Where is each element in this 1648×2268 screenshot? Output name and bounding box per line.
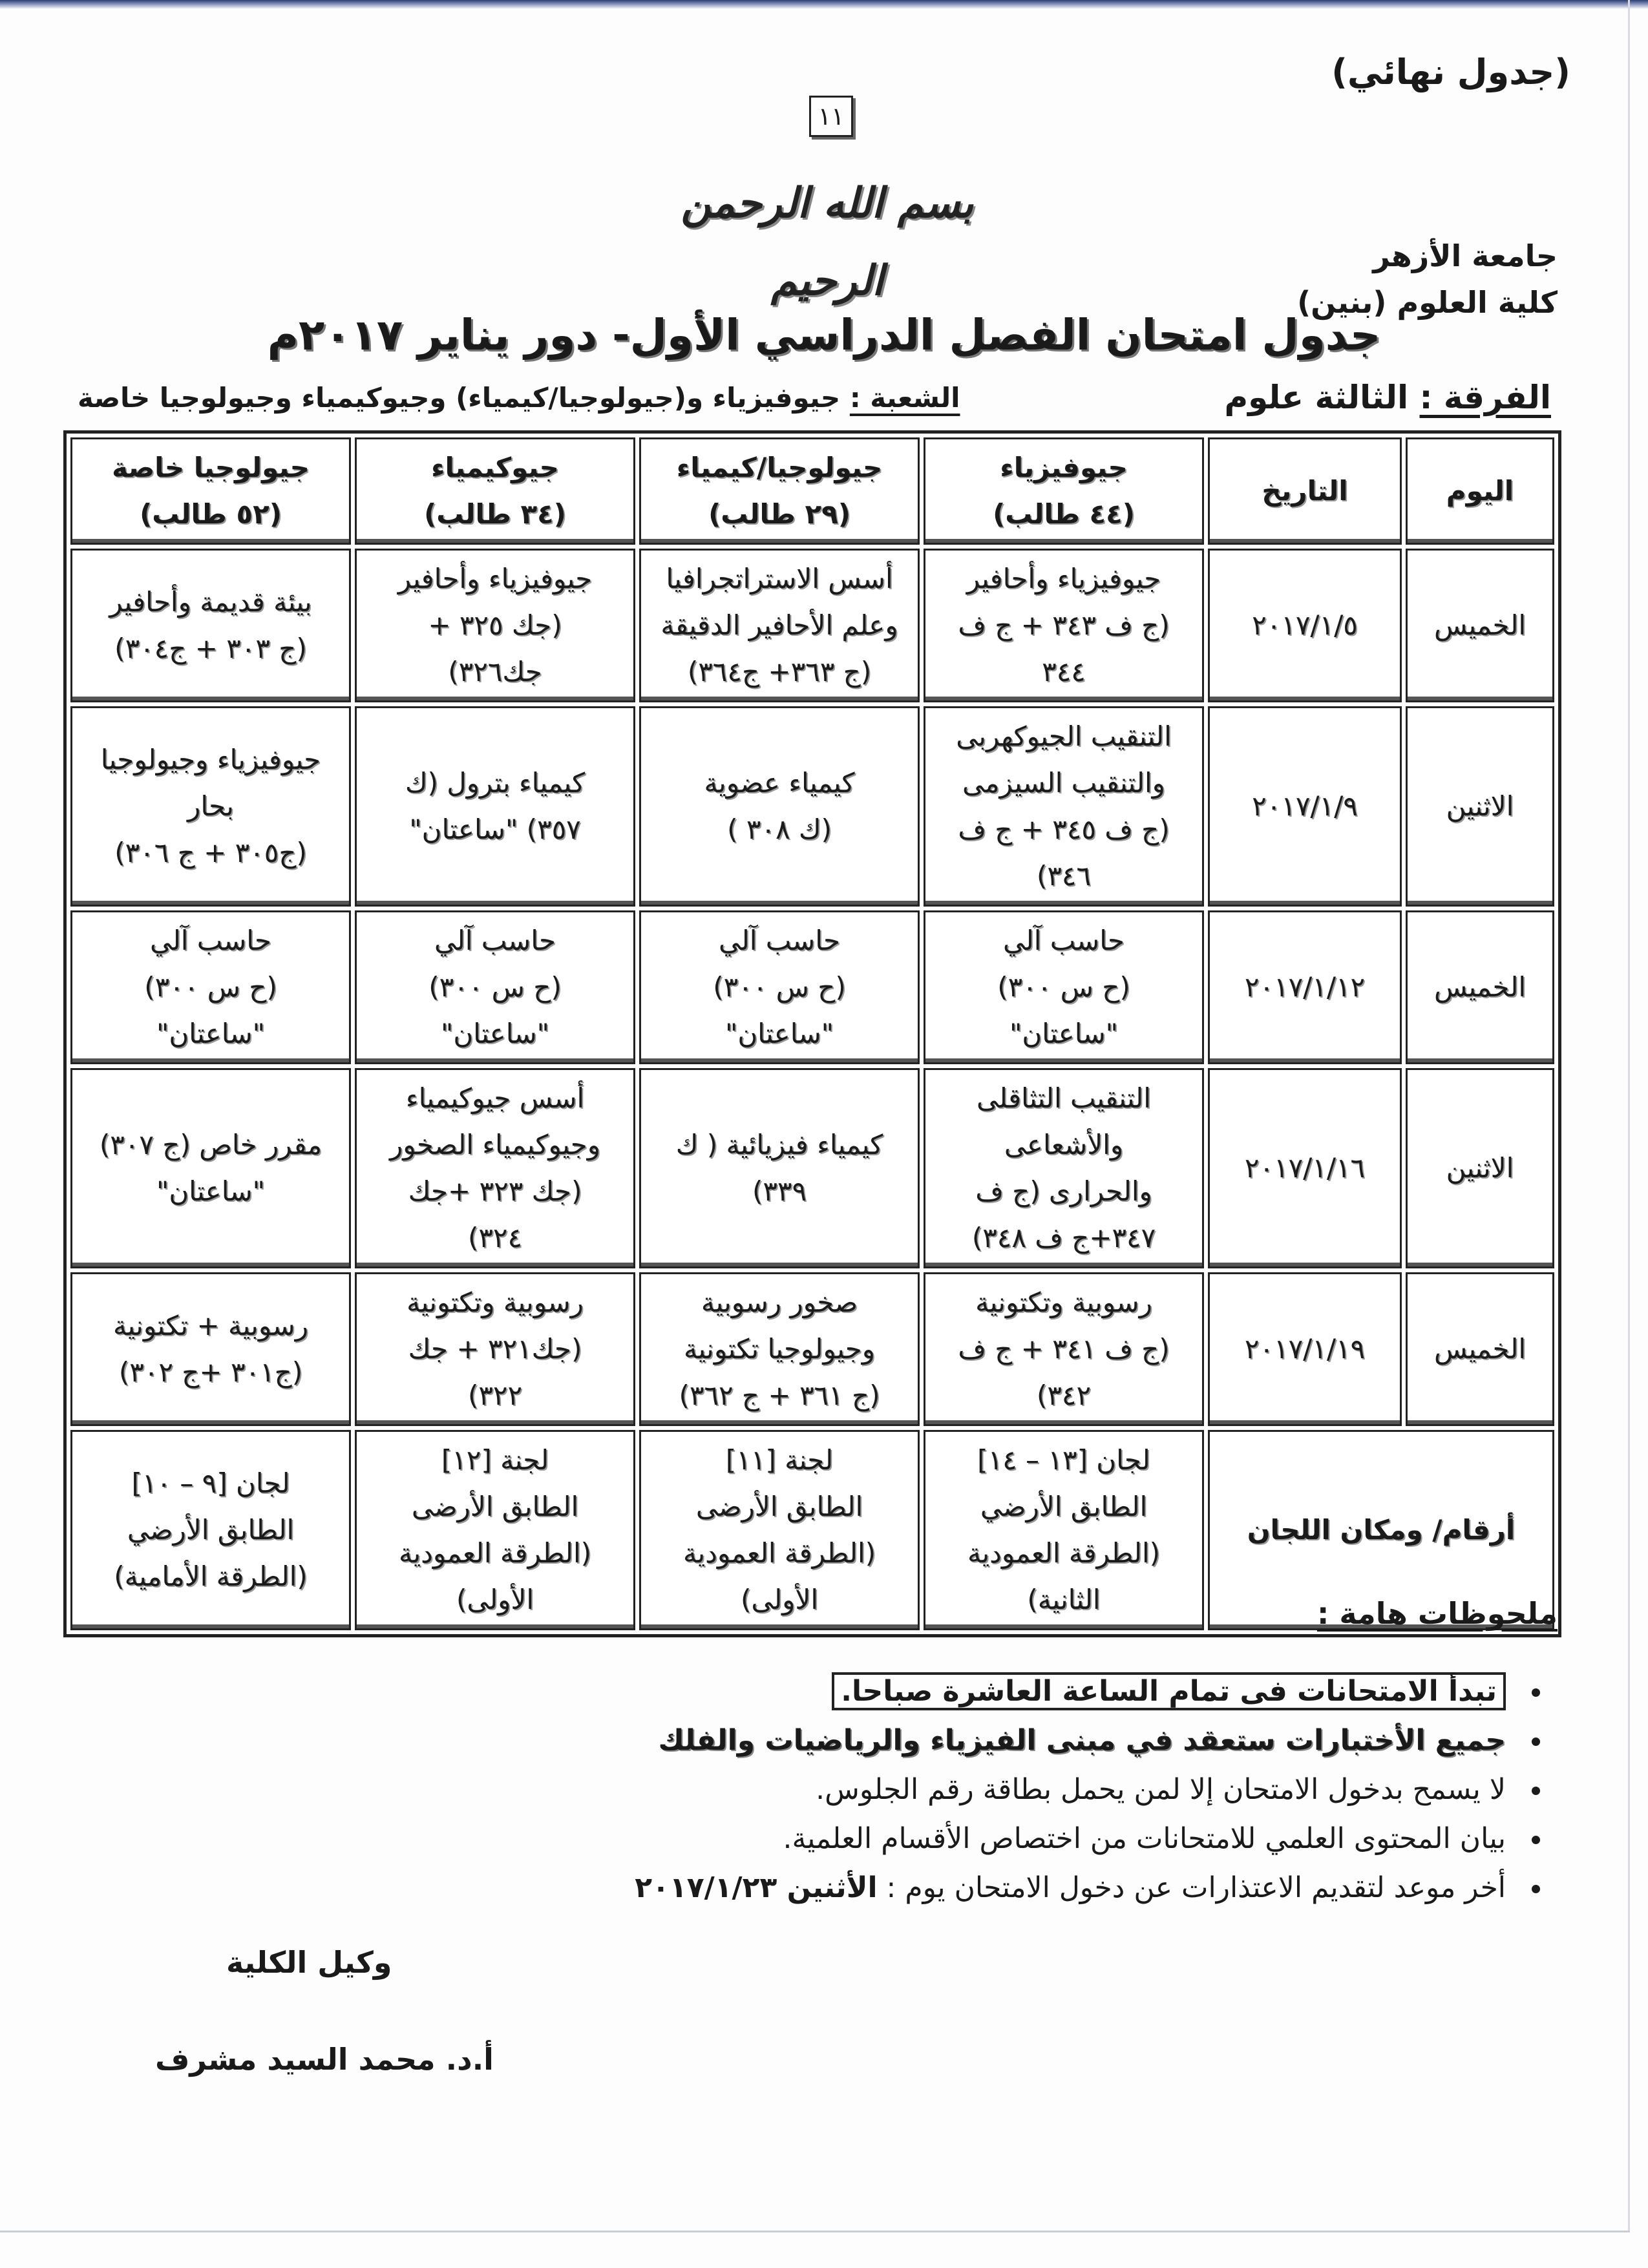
cell-line: حاسب آلي [149, 925, 271, 956]
table-row [70, 910, 1554, 1064]
note-item [635, 1864, 1519, 1913]
committee-cell [355, 1430, 635, 1630]
exam-cell [924, 706, 1204, 907]
cell-line: لجان [٩ – ١٠] [131, 1467, 290, 1499]
exam-cell [639, 549, 920, 702]
exam-cell [639, 1272, 920, 1426]
exam-cell [639, 1068, 920, 1268]
cell-line: لجان [١٣ – ١٤] [977, 1444, 1150, 1476]
cell-line: مقرر خاص (ج ٣٠٧) [99, 1129, 322, 1160]
cell-line: جيوفيزياء وأحافير [397, 563, 593, 594]
notes-title: ملحوظات هامة : [1316, 1596, 1558, 1631]
exam-cell [70, 1272, 351, 1426]
cell-line: ٣٤٤ [1042, 656, 1086, 688]
cell-line: وجيولوجيا تكتونية [683, 1333, 876, 1365]
day-cell: الاثنين [1406, 1068, 1554, 1268]
cell-line: والأشعاعى [1004, 1129, 1124, 1160]
cell-line: والتنقيب السيزمى [962, 767, 1165, 799]
column-students: (٣٤ طالب) [424, 498, 566, 530]
cell-line: بحار [187, 790, 234, 822]
column-name: جيولوجيا/كيمياء [676, 452, 883, 483]
table-row [70, 706, 1554, 907]
cell-line: (ك ٣٠٨ ) [727, 814, 832, 845]
cell-line: (ج ٣٠٣ + ج٣٠٤) [114, 633, 307, 664]
signature-name: أ.د. محمد السيد مشرف [155, 2042, 494, 2077]
cell-line: (جك ٣٢٥ + [428, 609, 562, 641]
exam-cell [355, 910, 635, 1064]
day-cell: الخميس [1406, 910, 1554, 1064]
cell-line: الطابق الأرضى [411, 1491, 579, 1522]
notes-list [635, 1667, 1558, 1913]
note-emphasis: الأثنين ٢٠١٧/١/٢٣ [635, 1871, 878, 1904]
cell-line: أسس الاستراتجرافيا [666, 563, 893, 594]
university-name: جامعة الأزهر [1373, 238, 1558, 273]
header-column [355, 437, 635, 545]
cell-line: "ساعتان" [1009, 1018, 1118, 1049]
note-text: تبدأ الامتحانات فى تمام الساعة العاشرة صباحا. [832, 1672, 1506, 1710]
page-number-box: ١١ [809, 96, 853, 137]
exam-cell [924, 549, 1204, 702]
cell-line: (ح س ٣٠٠) [997, 971, 1130, 1003]
note-text: جميع الأختبارات ستعقد في مبنى الفيزياء والرياضيات والفلك [658, 1724, 1506, 1757]
cell-line: (الطرقة العمودية [398, 1537, 592, 1569]
exam-cell [355, 706, 635, 907]
cell-line: (ج٣٠٥ + ج ٣٠٦) [114, 837, 307, 868]
cell-line: بيئة قديمة وأحافير [109, 586, 312, 618]
exam-cell [924, 1068, 1204, 1268]
committees-label: أرقام/ ومكان اللجان [1208, 1430, 1554, 1630]
cell-line: (ج ف ٣٤٥ + ج ف [958, 814, 1170, 845]
section-value: جيوفيزياء و(جيولوجيا/كيمياء) وجيوكيمياء وجيولوجيا خاصة [78, 381, 841, 414]
cell-line: الطابق الأرضي [980, 1491, 1148, 1522]
faculty-name: كلية العلوم (بنين) [1297, 285, 1558, 320]
document-title: جدول امتحان الفصل الدراسي الأول- دور يناير ٢٠١٧م [267, 310, 1381, 360]
cell-line: رسوبية وتكتونية [407, 1286, 584, 1318]
exam-cell [70, 706, 351, 907]
column-name: جيوكيمياء [431, 452, 559, 483]
cell-line: والحرارى (ج ف [975, 1175, 1152, 1207]
table-header-row [70, 437, 1554, 545]
cell-line: (ح س ٣٠٠) [144, 971, 277, 1003]
cell-line: "ساعتان" [441, 1018, 549, 1049]
cell-line: جيوفيزياء وجيولوجيا [100, 744, 321, 775]
committee-cell [639, 1430, 920, 1630]
note-text: لا يسمح بدخول الامتحان إلا لمن يحمل بطاقة رقم الجلوس. [816, 1773, 1506, 1806]
day-cell: الاثنين [1406, 706, 1554, 907]
exam-cell [639, 910, 920, 1064]
cell-line: ٣٤٧+ج ف ٣٤٨) [971, 1222, 1156, 1254]
cell-line: (ح س ٣٠٠) [428, 971, 562, 1003]
cell-line: لجنة [١١] [725, 1444, 834, 1476]
cell-line: (ج٣٠١ +ج ٣٠٢) [118, 1356, 303, 1388]
date-cell: ٢٠١٧/١/٩ [1208, 706, 1402, 907]
table-row [70, 549, 1554, 702]
level-info [1225, 379, 1551, 416]
day-cell: الخميس [1406, 549, 1554, 702]
column-name: جيوفيزياء [1000, 452, 1128, 483]
cell-line: (ج ف ٣٤٣ + ج ف [958, 609, 1170, 641]
cell-line: الأولى) [456, 1584, 534, 1615]
note-item [635, 1765, 1519, 1814]
exam-cell [924, 910, 1204, 1064]
exam-cell [355, 1068, 635, 1268]
cell-line: (ج ف ٣٤١ + ج ف [958, 1333, 1170, 1365]
cell-line: ٣٤٦) [1036, 860, 1092, 892]
cell-line: رسوبية وتكتونية [975, 1286, 1152, 1318]
exam-cell [70, 1068, 351, 1268]
basmala-calligraphy: بسم الله الرحمن الرحيم [681, 179, 974, 305]
column-name: جيولوجيا خاصة [112, 452, 310, 483]
date-cell: ٢٠١٧/١/١٩ [1208, 1272, 1402, 1426]
column-students: (٢٩ طالب) [708, 498, 850, 530]
scanner-edge-shadow [0, 0, 1648, 9]
column-students: (٥٢ طالب) [140, 498, 282, 530]
section-label: الشعبة : [849, 381, 960, 414]
meta-row [78, 372, 1551, 423]
cell-line: وجيوكيمياء الصخور [389, 1129, 601, 1160]
cell-line: كيمياء فيزيائية ( ك [675, 1129, 883, 1160]
exam-cell [639, 706, 920, 907]
cell-line: الثانية) [1027, 1584, 1101, 1615]
cell-line: جك٣٢٦) [448, 656, 542, 688]
cell-line: صخور رسوبية [701, 1286, 858, 1318]
cell-line: لجنة [١٢] [441, 1444, 549, 1476]
table-row [70, 1068, 1554, 1268]
cell-line: (الطرقة العمودية [682, 1537, 876, 1569]
section-info [78, 382, 960, 414]
cell-line: وعلم الأحافير الدقيقة [660, 609, 898, 641]
cell-line: رسوبية + تكتونية [112, 1310, 309, 1341]
committee-cell [70, 1430, 351, 1630]
paper-edge-bottom [0, 2231, 1630, 2232]
cell-line: (ج ٣٦١ + ج ٣٦٢) [679, 1380, 880, 1411]
date-cell: ٢٠١٧/١/١٢ [1208, 910, 1402, 1064]
exam-cell [355, 549, 635, 702]
header-day: اليوم [1406, 437, 1554, 545]
header-column [924, 437, 1204, 545]
cell-line: "ساعتان" [725, 1018, 834, 1049]
cell-line: "ساعتان" [156, 1175, 265, 1207]
level-label: الفرقة : [1419, 379, 1551, 416]
committee-cell [924, 1430, 1204, 1630]
table-body [70, 549, 1554, 1630]
cell-line: ٣٤٢) [1036, 1380, 1092, 1411]
header-column [639, 437, 920, 545]
cell-line: ٣٢٢) [467, 1380, 523, 1411]
note-item [635, 1667, 1519, 1716]
cell-line: (ح س ٣٠٠) [713, 971, 846, 1003]
cell-line: (جك٣٢١ + جك [408, 1333, 582, 1365]
exam-cell [70, 910, 351, 1064]
note-text: أخر موعد لتقديم الاعتذارات عن دخول الامتحان يوم : [886, 1871, 1506, 1904]
exam-cell [70, 549, 351, 702]
exam-cell [924, 1272, 1204, 1426]
level-value: الثالثة علوم [1224, 379, 1409, 416]
header-date: التاريخ [1208, 437, 1402, 545]
cell-line: حاسب آلي [1002, 925, 1125, 956]
cell-line: (الطرقة العمودية [967, 1537, 1161, 1569]
cell-line: حاسب آلي [718, 925, 840, 956]
cell-line: جيوفيزياء وأحافير [966, 563, 1161, 594]
cell-line: (ج ٣٦٣+ ج٣٦٤) [687, 656, 872, 688]
cell-line: الأولى) [740, 1584, 819, 1615]
date-cell: ٢٠١٧/١/٥ [1208, 549, 1402, 702]
note-item [635, 1716, 1519, 1765]
final-schedule-label: (جدول نهائي) [1331, 52, 1570, 92]
cell-line: (الطرقة الأمامية) [114, 1560, 308, 1592]
note-item [635, 1814, 1519, 1864]
signature-title: وكيل الكلية [226, 1945, 392, 1980]
day-cell: الخميس [1406, 1272, 1554, 1426]
header-column [70, 437, 351, 545]
cell-line: ٣٢٤) [467, 1222, 523, 1254]
cell-line: (جك ٣٢٣ +جك [408, 1175, 582, 1207]
column-students: (٤٤ طالب) [993, 498, 1135, 530]
cell-line: أسس جيوكيمياء [405, 1082, 585, 1114]
cell-line: التنقيب التثاقلى [977, 1082, 1151, 1114]
date-cell: ٢٠١٧/١/١٦ [1208, 1068, 1402, 1268]
cell-line: الطابق الأرضي [127, 1514, 295, 1546]
cell-line: الطابق الأرضى [695, 1491, 863, 1522]
cell-line: كيمياء عضوية [704, 767, 855, 799]
cell-line: التنقيب الجيوكهربى [956, 720, 1172, 752]
cell-line: كيمياء بترول (ك [405, 767, 586, 799]
exam-cell [355, 1272, 635, 1426]
cell-line: ٣٣٩) [752, 1175, 807, 1207]
cell-line: ٣٥٧) "ساعتان" [409, 814, 581, 845]
table-row [70, 1272, 1554, 1426]
cell-line: حاسب آلي [434, 925, 556, 956]
cell-line: "ساعتان" [156, 1018, 265, 1049]
note-text: بيان المحتوى العلمي للامتحانات من اختصاص الأقسام العلمية. [783, 1822, 1506, 1855]
exam-schedule-table [63, 430, 1561, 1637]
